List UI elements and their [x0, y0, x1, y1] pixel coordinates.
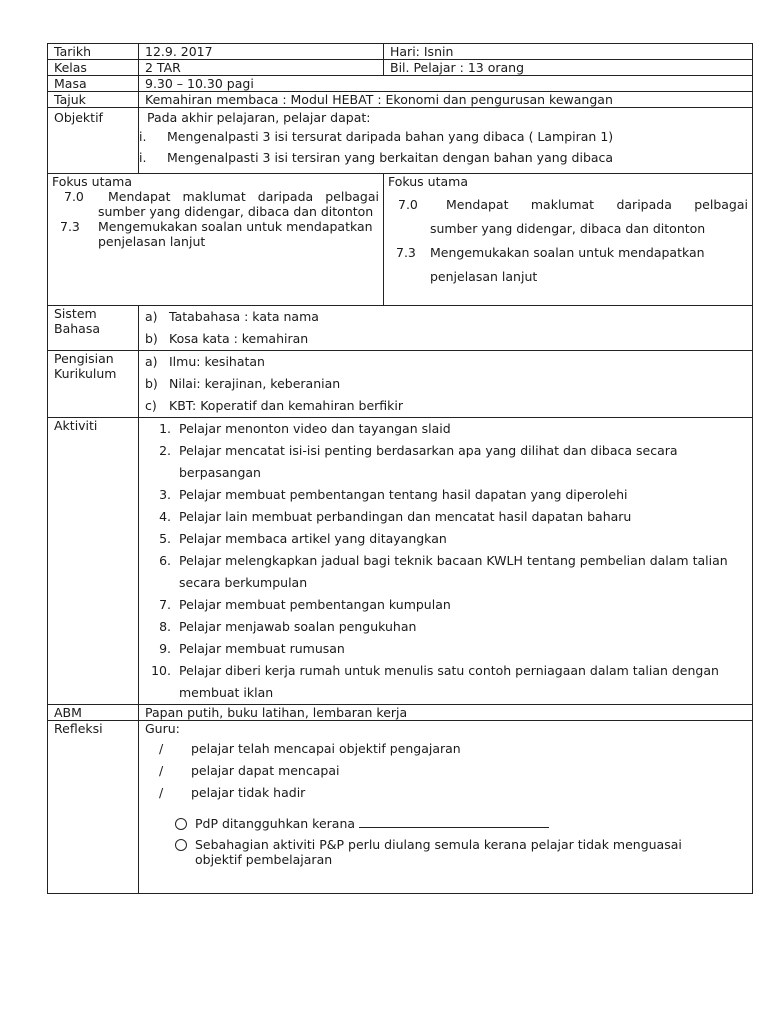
masa-label: Masa [48, 76, 139, 92]
objektif-text: Mengenalpasti 3 isi tersiran yang berkaitan dengan bahan yang dibaca [167, 150, 614, 165]
refleksi-label: Refleksi [48, 721, 139, 894]
fokus-right-text-1: Mendapat maklumat daripada pelbagai [446, 197, 748, 212]
aktiviti-text: Pelajar mencatat isi-isi penting berdasarkan apa yang dilihat dan dibaca secara berpasangan [179, 443, 678, 480]
pengisian-marker: a) [145, 354, 158, 369]
aktiviti-item [145, 484, 746, 506]
aktiviti-item [145, 418, 746, 440]
aktiviti-text: Pelajar membuat pembentangan kumpulan [179, 597, 451, 612]
pengisian-text: Nilai: kerajinan, keberanian [169, 376, 341, 391]
bil-value: 13 orang [467, 60, 525, 75]
row-abm [48, 705, 753, 721]
sistem-item [145, 306, 746, 328]
sistem-text: Tatabahasa : kata nama [169, 309, 319, 324]
option-2-line-2: objektif pembelajaran [195, 852, 333, 867]
aktiviti-item [145, 594, 746, 616]
objektif-text: Mengenalpasti 3 isi tersurat daripada bahan yang dibaca ( Lampiran 1) [167, 129, 614, 144]
tick-mark: / [159, 741, 164, 756]
refleksi-guru: Guru: [145, 721, 180, 736]
abm-label: ABM [48, 705, 139, 721]
row-objektif [48, 108, 753, 174]
objektif-label: Objektif [48, 108, 139, 174]
tick-text: pelajar dapat mencapai [191, 763, 340, 778]
objektif-intro: Pada akhir pelajaran, pelajar dapat: [147, 110, 371, 125]
row-sistem-bahasa [48, 306, 753, 351]
aktiviti-text: Pelajar menonton video dan tayangan slaid [179, 421, 451, 436]
pengisian-text: Ilmu: kesihatan [169, 354, 265, 369]
fokus-right-item-2 [388, 241, 748, 265]
objektif-content [139, 108, 753, 174]
hari-label: Hari: [390, 44, 420, 59]
kelas-value: 2 TAR [139, 60, 384, 76]
pengisian-content [139, 351, 753, 418]
aktiviti-text: Pelajar membuat rumusan [179, 641, 345, 656]
pengisian-text: KBT: Koperatif dan kemahiran berfikir [169, 398, 404, 413]
row-refleksi [48, 721, 753, 894]
fokus-left-code-1: 7.0 [64, 189, 84, 204]
fokus-left-item-2 [52, 219, 379, 234]
fokus-right-text-2: Mengemukakan soalan untuk mendapatkan [430, 245, 705, 260]
row-kelas [48, 60, 753, 76]
tick-text: pelajar telah mencapai objektif pengajaran [191, 741, 461, 756]
sistem-label-2: Bahasa [54, 321, 100, 336]
fokus-left-code-2: 7.3 [60, 219, 80, 234]
bil-cell [384, 60, 753, 76]
hari-cell [384, 44, 753, 60]
sistem-text: Kosa kata : kemahiran [169, 331, 309, 346]
fokus-left-title: Fokus utama [52, 174, 132, 189]
refleksi-option-1[interactable] [145, 816, 746, 831]
row-pengisian-kurikulum [48, 351, 753, 418]
fokus-left [48, 174, 384, 306]
aktiviti-num: 6. [159, 553, 171, 568]
lesson-plan-sheet [47, 43, 752, 894]
aktiviti-text: Pelajar lain membuat perbandingan dan mencatat hasil dapatan baharu [179, 509, 632, 524]
fokus-right-title: Fokus utama [388, 174, 468, 189]
refleksi-option-2[interactable] [145, 837, 746, 867]
aktiviti-item [145, 506, 746, 528]
tarikh-label: Tarikh [48, 44, 139, 60]
aktiviti-num: 1. [159, 421, 171, 436]
fokus-right-cont-2: penjelasan lanjut [430, 269, 538, 284]
sistem-item [145, 328, 746, 350]
aktiviti-item [145, 528, 746, 550]
hari-value: Isnin [423, 44, 454, 59]
row-masa [48, 76, 753, 92]
pengisian-item [145, 351, 746, 373]
fokus-left-cont-1: sumber yang didengar, dibaca dan ditonton [98, 204, 374, 219]
refleksi-tick-item [145, 782, 746, 804]
aktiviti-item [145, 616, 746, 638]
abm-value: Papan putih, buku latihan, lembaran kerja [139, 705, 753, 721]
pengisian-item [145, 373, 746, 395]
tick-mark: / [159, 785, 164, 800]
row-tarikh [48, 44, 753, 60]
row-tajuk [48, 92, 753, 108]
bil-label: Bil. Pelajar : [390, 60, 464, 75]
objektif-item [139, 149, 746, 167]
refleksi-tick-item [145, 760, 746, 782]
tajuk-value: Kemahiran membaca : Modul HEBAT : Ekonomi dan pengurusan kewangan [139, 92, 753, 108]
aktiviti-text: Pelajar menjawab soalan pengukuhan [179, 619, 417, 634]
aktiviti-text: Pelajar membuat pembentangan tentang hasil dapatan yang diperolehi [179, 487, 628, 502]
fokus-right-code-1: 7.0 [398, 197, 418, 212]
pengisian-marker: c) [145, 398, 157, 413]
refleksi-tick-item [145, 738, 746, 760]
aktiviti-content [139, 418, 753, 705]
fokus-right-item-1 [388, 193, 748, 217]
objektif-item [139, 125, 746, 149]
aktiviti-num: 10. [151, 663, 171, 678]
kelas-label: Kelas [48, 60, 139, 76]
aktiviti-text: Pelajar membaca artikel yang ditayangkan [179, 531, 447, 546]
aktiviti-num: 8. [159, 619, 171, 634]
aktiviti-num: 4. [159, 509, 171, 524]
fokus-left-cont-2: penjelasan lanjut [98, 234, 206, 249]
pengisian-label [48, 351, 139, 418]
refleksi-content [139, 721, 753, 894]
fokus-left-text-2: Mengemukakan soalan untuk mendapatkan [98, 219, 373, 234]
sistem-label [48, 306, 139, 351]
pengisian-item [145, 395, 746, 417]
aktiviti-item [145, 638, 746, 660]
row-aktiviti [48, 418, 753, 705]
aktiviti-num: 7. [159, 597, 171, 612]
aktiviti-text: Pelajar melengkapkan jadual bagi teknik bacaan KWLH tentang pembelian dalam talian secara berkumpulan [179, 553, 728, 590]
fill-in-blank[interactable] [359, 816, 549, 828]
aktiviti-num: 3. [159, 487, 171, 502]
fokus-left-text-1: Mendapat maklumat daripada pelbagai [108, 189, 379, 204]
sistem-label-1: Sistem [54, 306, 97, 321]
masa-value: 9.30 – 10.30 pagi [139, 76, 753, 92]
tajuk-label: Tajuk [48, 92, 139, 108]
radio-circle-icon[interactable] [175, 818, 187, 830]
lesson-plan-table [47, 43, 753, 894]
tick-text: pelajar tidak hadir [191, 785, 306, 800]
objektif-marker: i. [139, 129, 147, 144]
aktiviti-item [145, 660, 746, 704]
aktiviti-num: 2. [159, 443, 171, 458]
sistem-marker: b) [145, 331, 158, 346]
aktiviti-num: 5. [159, 531, 171, 546]
radio-circle-icon[interactable] [175, 839, 187, 851]
sistem-marker: a) [145, 309, 158, 324]
pengisian-label-1: Pengisian [54, 351, 114, 366]
option-2-line-1: Sebahagian aktiviti P&P perlu diulang semula kerana pelajar tidak menguasai [195, 837, 682, 852]
tarikh-value: 12.9. 2017 [139, 44, 384, 60]
tick-mark: / [159, 763, 164, 778]
option-2-text [195, 837, 682, 867]
fokus-left-item-1 [52, 189, 379, 204]
fokus-right [384, 174, 753, 306]
aktiviti-num: 9. [159, 641, 171, 656]
aktiviti-label: Aktiviti [48, 418, 139, 705]
fokus-right-code-2: 7.3 [396, 245, 416, 260]
pengisian-marker: b) [145, 376, 158, 391]
aktiviti-item [145, 550, 746, 594]
aktiviti-text: Pelajar diberi kerja rumah untuk menulis satu contoh perniagaan dalam talian dengan membuat iklan [179, 663, 719, 700]
fokus-right-cont-1: sumber yang didengar, dibaca dan ditonton [430, 221, 706, 236]
option-1-text: PdP ditangguhkan kerana [195, 816, 356, 831]
sistem-content [139, 306, 753, 351]
pengisian-label-2: Kurikulum [54, 366, 117, 381]
objektif-marker: i. [139, 150, 147, 165]
row-fokus [48, 174, 753, 306]
aktiviti-item [145, 440, 746, 484]
